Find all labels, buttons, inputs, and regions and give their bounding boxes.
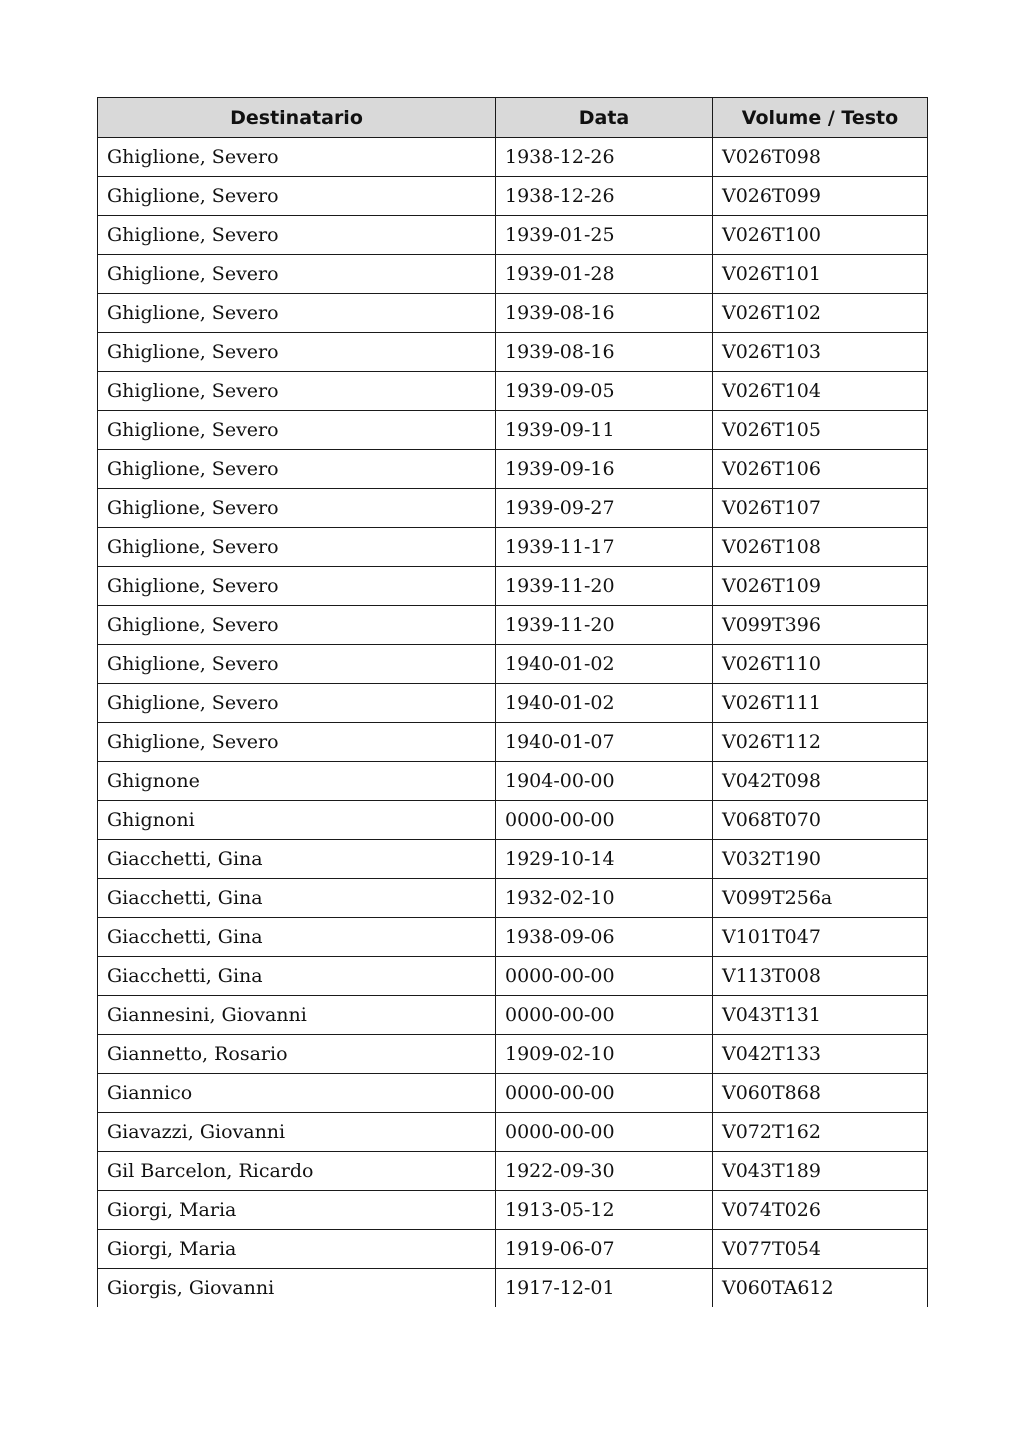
cell-volume-testo: V042T098 xyxy=(713,762,928,801)
header-destinatario: Destinatario xyxy=(98,98,496,138)
cell-data: 1939-11-20 xyxy=(496,567,713,606)
table-row xyxy=(98,645,928,684)
cell-destinatario: Giorgi, Maria xyxy=(98,1191,496,1230)
table-row xyxy=(98,840,928,879)
table-row xyxy=(98,528,928,567)
cell-data: 1940-01-02 xyxy=(496,684,713,723)
cell-destinatario: Ghiglione, Severo xyxy=(98,294,496,333)
cell-destinatario: Ghignoni xyxy=(98,801,496,840)
table-row xyxy=(98,1269,928,1308)
cell-destinatario: Giavazzi, Giovanni xyxy=(98,1113,496,1152)
table-row xyxy=(98,1191,928,1230)
cell-volume-testo: V042T133 xyxy=(713,1035,928,1074)
cell-destinatario: Ghiglione, Severo xyxy=(98,411,496,450)
cell-data: 1940-01-02 xyxy=(496,645,713,684)
cell-destinatario: Ghiglione, Severo xyxy=(98,723,496,762)
table-row xyxy=(98,957,928,996)
table-row xyxy=(98,255,928,294)
cell-data: 1939-11-20 xyxy=(496,606,713,645)
cell-volume-testo: V072T162 xyxy=(713,1113,928,1152)
table-row xyxy=(98,684,928,723)
cell-volume-testo: V113T008 xyxy=(713,957,928,996)
cell-data: 1917-12-01 xyxy=(496,1269,713,1308)
cell-destinatario: Ghiglione, Severo xyxy=(98,138,496,177)
table-row xyxy=(98,411,928,450)
table-row xyxy=(98,489,928,528)
cell-destinatario: Ghiglione, Severo xyxy=(98,216,496,255)
cell-data: 1909-02-10 xyxy=(496,1035,713,1074)
cell-volume-testo: V026T108 xyxy=(713,528,928,567)
cell-data: 0000-00-00 xyxy=(496,1074,713,1113)
cell-destinatario: Ghiglione, Severo xyxy=(98,333,496,372)
cell-volume-testo: V026T111 xyxy=(713,684,928,723)
table-row xyxy=(98,918,928,957)
header-volume-testo: Volume / Testo xyxy=(713,98,928,138)
cell-destinatario: Giannico xyxy=(98,1074,496,1113)
cell-destinatario: Ghiglione, Severo xyxy=(98,606,496,645)
cell-data: 1939-01-28 xyxy=(496,255,713,294)
cell-destinatario: Gil Barcelon, Ricardo xyxy=(98,1152,496,1191)
cell-destinatario: Giorgi, Maria xyxy=(98,1230,496,1269)
cell-data: 1932-02-10 xyxy=(496,879,713,918)
cell-volume-testo: V026T102 xyxy=(713,294,928,333)
cell-destinatario: Ghiglione, Severo xyxy=(98,645,496,684)
cell-destinatario: Giannesini, Giovanni xyxy=(98,996,496,1035)
cell-volume-testo: V099T256a xyxy=(713,879,928,918)
cell-data: 1939-09-05 xyxy=(496,372,713,411)
cell-destinatario: Ghiglione, Severo xyxy=(98,489,496,528)
cell-destinatario: Ghiglione, Severo xyxy=(98,255,496,294)
cell-volume-testo: V060TA612 xyxy=(713,1269,928,1308)
cell-volume-testo: V026T110 xyxy=(713,645,928,684)
table-row xyxy=(98,1074,928,1113)
cell-destinatario: Ghiglione, Severo xyxy=(98,372,496,411)
cell-data: 1940-01-07 xyxy=(496,723,713,762)
cell-data: 1939-08-16 xyxy=(496,333,713,372)
table-row xyxy=(98,294,928,333)
cell-data: 1939-11-17 xyxy=(496,528,713,567)
cell-data: 1919-06-07 xyxy=(496,1230,713,1269)
table-row xyxy=(98,1113,928,1152)
cell-volume-testo: V026T109 xyxy=(713,567,928,606)
cell-volume-testo: V026T112 xyxy=(713,723,928,762)
table-row xyxy=(98,450,928,489)
cell-data: 0000-00-00 xyxy=(496,957,713,996)
table-row xyxy=(98,801,928,840)
cell-volume-testo: V026T101 xyxy=(713,255,928,294)
cell-volume-testo: V026T105 xyxy=(713,411,928,450)
cell-volume-testo: V026T099 xyxy=(713,177,928,216)
cell-volume-testo: V043T189 xyxy=(713,1152,928,1191)
cell-data: 1938-09-06 xyxy=(496,918,713,957)
cell-data: 1939-08-16 xyxy=(496,294,713,333)
cell-destinatario: Giorgis, Giovanni xyxy=(98,1269,496,1308)
table-row xyxy=(98,216,928,255)
table-row xyxy=(98,1035,928,1074)
cell-destinatario: Giannetto, Rosario xyxy=(98,1035,496,1074)
cell-destinatario: Giacchetti, Gina xyxy=(98,957,496,996)
cell-destinatario: Giacchetti, Gina xyxy=(98,918,496,957)
cell-data: 1904-00-00 xyxy=(496,762,713,801)
cell-destinatario: Ghiglione, Severo xyxy=(98,450,496,489)
cell-data: 1913-05-12 xyxy=(496,1191,713,1230)
cell-volume-testo: V026T103 xyxy=(713,333,928,372)
cell-volume-testo: V077T054 xyxy=(713,1230,928,1269)
correspondence-index-table xyxy=(97,97,928,1307)
table-row xyxy=(98,723,928,762)
table-row xyxy=(98,996,928,1035)
table-row xyxy=(98,138,928,177)
table-header xyxy=(98,98,928,138)
cell-data: 1939-09-16 xyxy=(496,450,713,489)
cell-destinatario: Giacchetti, Gina xyxy=(98,879,496,918)
table-row xyxy=(98,1230,928,1269)
cell-data: 1939-01-25 xyxy=(496,216,713,255)
cell-volume-testo: V074T026 xyxy=(713,1191,928,1230)
cell-volume-testo: V060T868 xyxy=(713,1074,928,1113)
cell-destinatario: Giacchetti, Gina xyxy=(98,840,496,879)
cell-volume-testo: V026T104 xyxy=(713,372,928,411)
cell-volume-testo: V101T047 xyxy=(713,918,928,957)
cell-volume-testo: V068T070 xyxy=(713,801,928,840)
cell-data: 0000-00-00 xyxy=(496,1113,713,1152)
cell-data: 1938-12-26 xyxy=(496,177,713,216)
table-row xyxy=(98,372,928,411)
header-row xyxy=(98,98,928,138)
header-data: Data xyxy=(496,98,713,138)
table-row xyxy=(98,762,928,801)
cell-volume-testo: V026T098 xyxy=(713,138,928,177)
cell-destinatario: Ghiglione, Severo xyxy=(98,567,496,606)
cell-data: 1922-09-30 xyxy=(496,1152,713,1191)
cell-volume-testo: V099T396 xyxy=(713,606,928,645)
cell-volume-testo: V043T131 xyxy=(713,996,928,1035)
cell-volume-testo: V026T107 xyxy=(713,489,928,528)
cell-data: 0000-00-00 xyxy=(496,801,713,840)
table-row xyxy=(98,567,928,606)
table-row xyxy=(98,177,928,216)
cell-volume-testo: V026T106 xyxy=(713,450,928,489)
cell-destinatario: Ghiglione, Severo xyxy=(98,684,496,723)
cell-destinatario: Ghignone xyxy=(98,762,496,801)
table-row xyxy=(98,333,928,372)
cell-data: 1939-09-11 xyxy=(496,411,713,450)
table-row xyxy=(98,606,928,645)
cell-data: 1939-09-27 xyxy=(496,489,713,528)
cell-destinatario: Ghiglione, Severo xyxy=(98,528,496,567)
cell-volume-testo: V032T190 xyxy=(713,840,928,879)
table-body xyxy=(98,138,928,1308)
table-row xyxy=(98,879,928,918)
cell-destinatario: Ghiglione, Severo xyxy=(98,177,496,216)
cell-data: 1929-10-14 xyxy=(496,840,713,879)
cell-volume-testo: V026T100 xyxy=(713,216,928,255)
cell-data: 0000-00-00 xyxy=(496,996,713,1035)
cell-data: 1938-12-26 xyxy=(496,138,713,177)
table-row xyxy=(98,1152,928,1191)
